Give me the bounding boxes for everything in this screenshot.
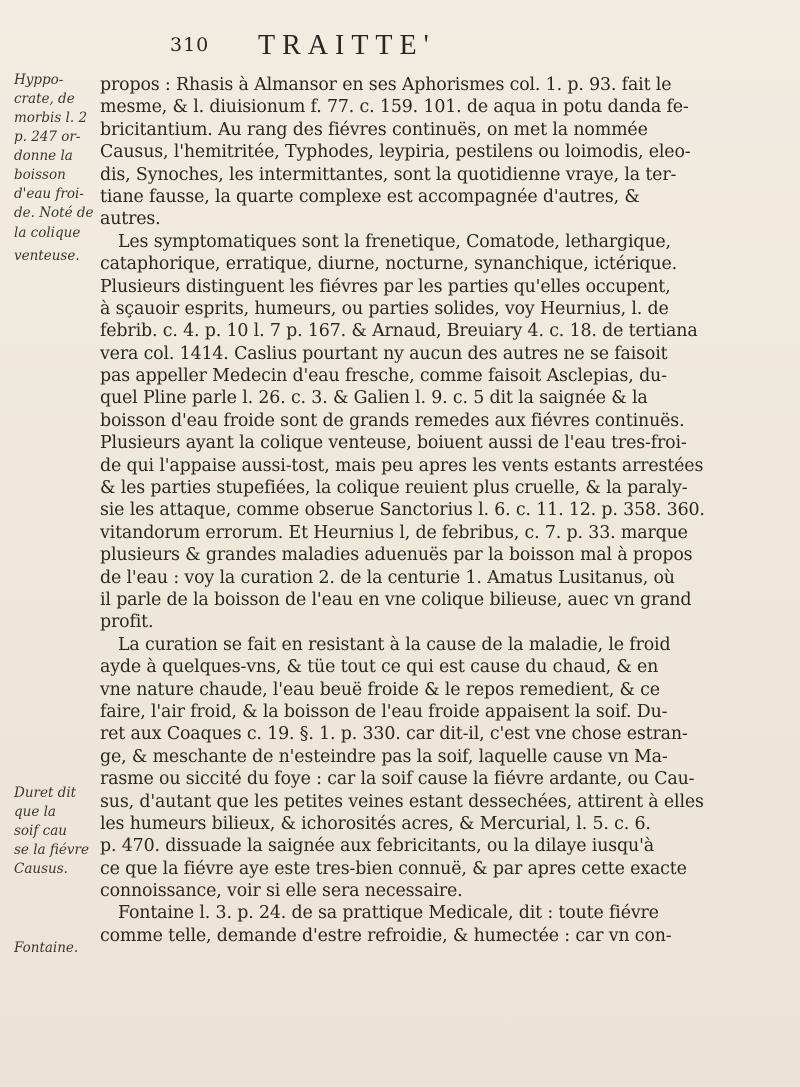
text-line: dis, Synoches, les intermittantes, sont la quotidienne vraye, la ter- <box>100 164 677 185</box>
margin-note: Duret dit <box>14 785 77 801</box>
text-line: profit. <box>100 612 154 633</box>
text-line: mesme, & l. diuisionum f. 77. c. 159. 101. de aqua in potu danda fe- <box>100 97 689 118</box>
text-line: comme telle, demande d'estre refroidie, & humectée : car vn con- <box>100 925 672 946</box>
text-line: propos : Rhasis à Almansor en ses Aphorismes col. 1. p. 93. fait le <box>100 75 672 95</box>
margin-note: p. 247 or- <box>14 129 81 145</box>
text-line: bricitantium. Au rang des fiévres continuës, on met la nommée <box>100 119 648 140</box>
text-line: quel Pline parle l. 26. c. 3. & Galien l. 9. c. 5 dit la saignée & la <box>100 388 648 409</box>
text-line: connoissance, voir si elle sera necessaire. <box>100 881 463 902</box>
text-line: tiane fausse, la quarte complexe est accompagnée d'autres, & <box>100 186 640 207</box>
text-line: faire, l'air froid, & la boisson de l'eau froide appaisent la soif. Du- <box>100 701 668 722</box>
text-line: Les symptomatiques sont la frenetique, Comatode, lethargique, <box>118 231 671 252</box>
margin-note: boisson <box>14 167 66 183</box>
margin-note: que la <box>14 804 56 820</box>
text-line: febrib. c. 4. p. 10 l. 7 p. 167. & Arnaud, Breuiary 4. c. 18. de tertiana <box>100 321 698 342</box>
text-line: vitandorum errorum. Et Heurnius l, de febribus, c. 7. p. 33. marque <box>100 522 688 543</box>
text-line: cataphorique, erratique, diurne, nocturne, synanchique, ictérique. <box>100 254 677 275</box>
text-line: autres. <box>100 209 161 230</box>
text-line: rasme ou siccité du foye : car la soif cause la fiévre ardante, ou Cau- <box>100 769 695 790</box>
text-line: à sçauoir esprits, humeurs, ou parties solides, voy Heurnius, l. de <box>100 298 669 319</box>
text-line: sie les attaque, comme obserue Sanctorius l. 6. c. 11. 12. p. 358. 360. <box>100 500 705 521</box>
running-head: TRAITTE' <box>258 30 436 61</box>
margin-note: se la fiévre <box>14 842 89 858</box>
margin-note: d'eau froi- <box>14 186 84 202</box>
text-line: de l'eau : voy la curation 2. de la centurie 1. Amatus Lusitanus, où <box>100 567 675 588</box>
text-line: & les parties stupefiées, la colique reuient plus cruelle, & la paraly- <box>100 478 688 499</box>
text-line: de qui l'appaise aussi-tost, mais peu apres les vents estants arrestées <box>100 455 704 476</box>
text-line: ayde à quelques-vns, & tüe tout ce qui est cause du chaud, & en <box>100 657 659 678</box>
page-number: 310 <box>170 34 210 56</box>
text-line: Causus, l'hemitritée, Typhodes, leypiria, pestilens ou loimodis, eleo- <box>100 142 691 163</box>
text-line: plusieurs & grandes maladies aduenuës par la boisson mal à propos <box>100 545 693 566</box>
body-text <box>100 74 772 947</box>
text-line: La curation se fait en resistant à la cause de la maladie, le froid <box>118 634 671 655</box>
margin-note: Causus. <box>14 861 68 877</box>
text-line: ce que la fiévre aye este tres-bien connuë, & par apres cette exacte <box>100 858 687 879</box>
text-line: ge, & meschante de n'esteindre pas la soif, laquelle cause vn Ma- <box>100 746 668 767</box>
margin-note: la colique <box>14 225 81 241</box>
margin-note: crate, de <box>14 91 75 107</box>
text-line: il parle de la boisson de l'eau en vne colique bilieuse, auec vn grand <box>100 589 692 610</box>
text-line: pas appeller Medecin d'eau fresche, comme faisoit Asclepias, du- <box>100 366 667 387</box>
margin-note: soif cau <box>14 823 67 839</box>
text-line: ret aux Coaques c. 19. §. 1. p. 330. car dit-il, c'est vne chose estran- <box>100 724 688 745</box>
margin-note: Fontaine. <box>14 940 79 956</box>
page-header <box>170 30 690 64</box>
margin-notes <box>14 72 92 1012</box>
text-line: Plusieurs ayant la colique venteuse, boiuent aussi de l'eau tres-froi- <box>100 433 687 454</box>
text-line: vera col. 1414. Caslius pourtant ny aucun des autres ne se faisoit <box>100 343 668 364</box>
margin-note: de. Noté de <box>14 205 94 221</box>
text-line: sus, d'autant que les petites veines estant dessechées, attirent à elles <box>100 791 704 812</box>
text-line: Fontaine l. 3. p. 24. de sa prattique Medicale, dit : toute fiévre <box>118 903 659 924</box>
text-line: Plusieurs distinguent les fiévres par les parties qu'elles occupent, <box>100 276 671 297</box>
text-line: p. 470. dissuade la saignée aux febricitants, ou la dilaye iusqu'à <box>100 836 654 857</box>
margin-note: morbis l. 2 <box>14 110 88 126</box>
margin-note: donne la <box>14 148 73 164</box>
margin-note: venteuse. <box>14 248 80 264</box>
text-line: vne nature chaude, l'eau beuë froide & le repos remedient, & ce <box>100 679 660 700</box>
text-line: boisson d'eau froide sont de grands remedes aux fiévres continuës. <box>100 410 685 431</box>
margin-note: Hyppo- <box>14 72 64 88</box>
text-line: les humeurs bilieux, & ichorosités acres, & Mercurial, l. 5. c. 6. <box>100 813 651 834</box>
